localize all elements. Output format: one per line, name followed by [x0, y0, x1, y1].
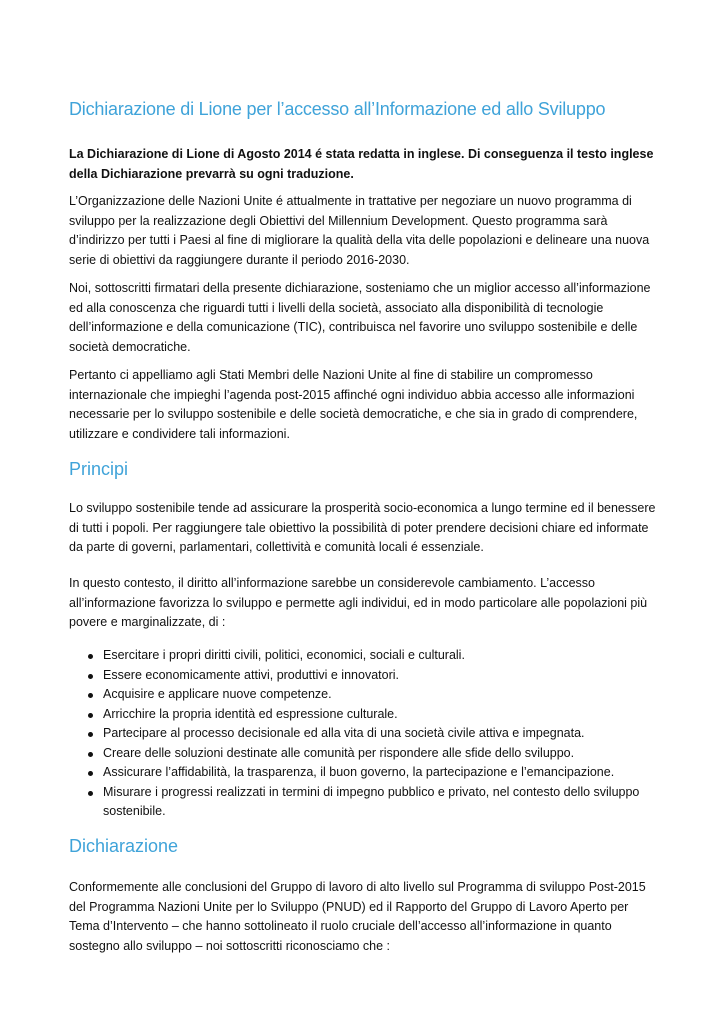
paragraph-right-to-information: In questo contesto, il diritto all’informazione sarebbe un considerevole cambiamento. L’accesso all’informazione favorizza lo sviluppo e permette agli individui, ed in modo particolare alle popolazioni più povere e marginalizzate, di : — [69, 576, 648, 629]
intro-note: La Dichiarazione di Lione di Agosto 2014 é stata redatta in inglese. Di conseguenza il testo inglese della Dichiarazione prevarrà su ogni traduzione. — [69, 147, 654, 181]
principles-list — [69, 646, 659, 822]
section-heading-dichiarazione: Dichiarazione — [69, 836, 179, 856]
bullet-icon — [88, 674, 93, 679]
bullet-icon — [88, 693, 93, 698]
paragraph-sustainable-development: Lo sviluppo sostenibile tende ad assicurare la prosperità socio-economica a lungo termine ed il benessere di tutti i popoli. Per raggiungere tale obiettivo la possibilità di poter prendere decisioni chiare ed informate da parte di governi, parlamentari, collettività e comunità locali é essenziale. — [69, 501, 656, 554]
list-item: Misurare i progressi realizzati in termini di impegno pubblico e privato, nel contesto dello sviluppo sostenibile. — [69, 783, 659, 822]
list-item: Esercitare i propri diritti civili, politici, economici, sociali e culturali. — [69, 646, 659, 666]
bullet-icon — [88, 713, 93, 718]
bullet-icon — [88, 654, 93, 659]
list-item: Essere economicamente attivi, produttivi e innovatori. — [69, 666, 659, 686]
paragraph-un-negotiations: L’Organizzazione delle Nazioni Unite é attualmente in trattative per negoziare un nuovo programma di sviluppo per la realizzazione degli Obiettivi del Millennium Development. Questo programma sarà d’indirizzo per tutti i Paesi al fine di migliorare la qualità della vita delle popolazioni e delineare una nuova serie di obiettivi da raggiungere durante il periodo 2016-2030. — [69, 194, 650, 267]
list-item: Creare delle soluzioni destinate alle comunità per rispondere alle sfide dello sviluppo. — [69, 744, 659, 764]
bullet-icon — [88, 752, 93, 757]
list-item: Partecipare al processo decisionale ed alla vita di una società civile attiva e impegnata. — [69, 724, 659, 744]
list-item: Acquisire e applicare nuove competenze. — [69, 685, 659, 705]
paragraph-appeal: Pertanto ci appelliamo agli Stati Membri delle Nazioni Unite al fine di stabilire un compromesso internazionale che impieghi l’agenda post-2015 affinché ogni individuo abbia accesso alle informazioni necessarie per lo sviluppo sostenibile e delle società democratiche, e che sia in grado di comprendere, utilizzare e condividere tali informazioni. — [69, 368, 638, 441]
list-item: Assicurare l’affidabilità, la trasparenza, il buon governo, la partecipazione e l’emancipazione. — [69, 763, 659, 783]
bullet-icon — [88, 791, 93, 796]
section-heading-principi: Principi — [69, 459, 129, 479]
bullet-icon — [88, 771, 93, 776]
paragraph-declaration: Conformemente alle conclusioni del Gruppo di lavoro di alto livello sul Programma di sviluppo Post-2015 del Programma Nazioni Unite per lo Sviluppo (PNUD) ed il Rapporto del Gruppo di Lavoro Aperto per Tema d’Intervento – che hanno sottolineato il ruolo cruciale dell’accesso all’informazione in quanto sostegno allo sviluppo – noi sottoscritti riconosciamo che : — [69, 880, 646, 953]
list-item: Arricchire la propria identità ed espressione culturale. — [69, 705, 659, 725]
bullet-icon — [88, 732, 93, 737]
page-title: Dichiarazione di Lione per l’accesso all’Informazione ed allo Sviluppo — [69, 99, 606, 119]
paragraph-signatories: Noi, sottoscritti firmatari della presente dichiarazione, sosteniamo che un miglior accesso all’informazione ed alla conoscenza che riguardi tutti i livelli della società, associato alla disponibilità di tecnologie dell’informazione e della comunicazione (TIC), contribuisca nel favorire uno sviluppo sostenibile e delle società democratiche. — [69, 281, 651, 354]
